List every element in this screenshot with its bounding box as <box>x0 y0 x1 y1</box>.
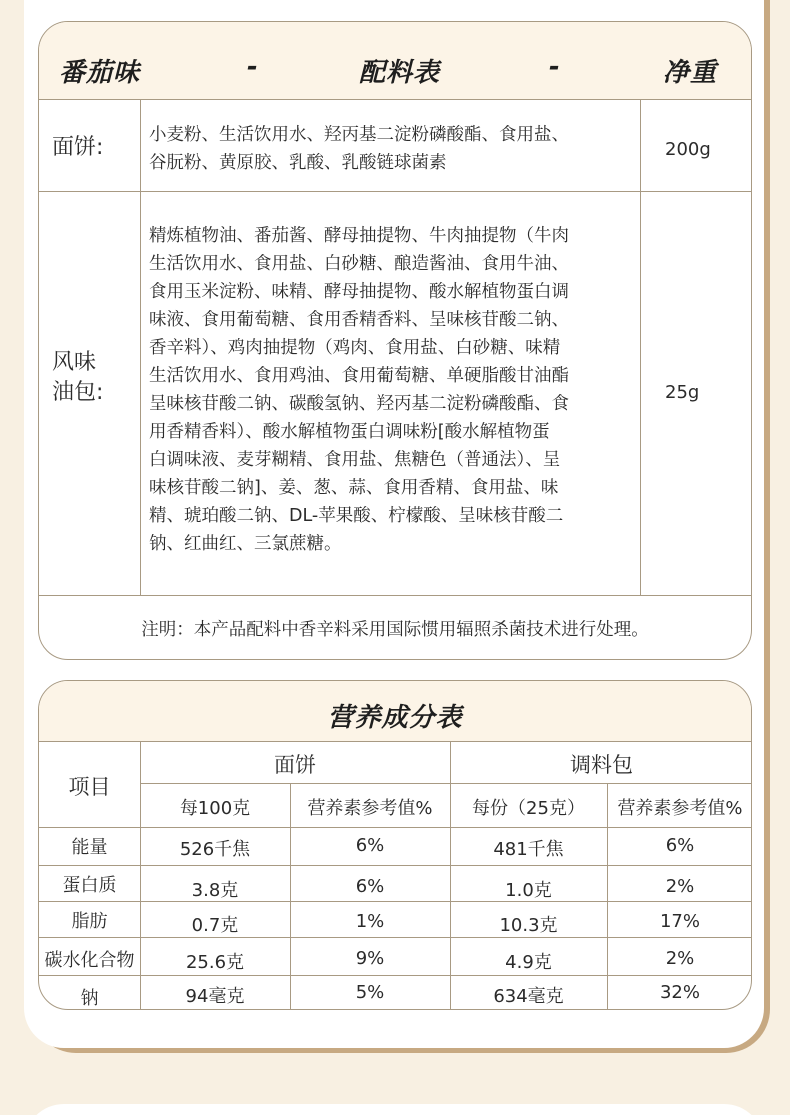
nutrition-title: 营养成分表 <box>327 703 463 733</box>
ingredient-line: 精炼植物油、番茄酱、酵母抽提物、牛肉抽提物（牛肉 <box>149 226 569 246</box>
divider <box>39 827 751 828</box>
nutrient-value: 481千焦 <box>493 839 564 860</box>
nutrient-percent: 6% <box>355 876 385 897</box>
divider <box>39 595 751 596</box>
nutrient-value: 3.8克 <box>191 880 239 901</box>
divider <box>140 783 751 784</box>
nutrient-percent: 17% <box>659 911 700 932</box>
ingredient-line: 味核苷酸二钠]、姜、葱、蒜、食用香精、食用盐、味 <box>149 478 559 498</box>
nutrient-value: 0.7克 <box>191 915 239 936</box>
sauce-ingredients <box>149 222 569 558</box>
ingredient-line: 白调味液、麦芽糊精、食用盐、焦糖色（普通法）、呈 <box>149 450 561 470</box>
nutrient-percent: 5% <box>355 982 385 1003</box>
ingredient-line: 精、琥珀酸二钠、DL-苹果酸、柠檬酸、呈味核苷酸二 <box>149 506 564 526</box>
net-weight-title: 净重 <box>663 58 718 88</box>
ingredient-line: 食用玉米淀粉、味精、酵母抽提物、酸水解植物蛋白调 <box>149 282 569 302</box>
nutrient-value: 25.6克 <box>185 952 245 973</box>
divider <box>39 865 751 866</box>
ingredient-line: 钠、红曲红、三氯蔗糖。 <box>149 534 342 554</box>
sub-header: 营养素参考值% <box>617 798 743 819</box>
ingredient-line: 谷朊粉、黄原胶、乳酸、乳酸链球菌素 <box>149 153 447 173</box>
sauce-label-line: 风味 <box>52 350 97 375</box>
noodle-group-header: 面饼 <box>274 753 316 777</box>
nutrient-percent: 2% <box>665 876 695 897</box>
noodle-label: 面饼: <box>52 135 104 160</box>
nutrient-percent: 32% <box>659 982 700 1003</box>
ingredient-line: 味液、食用葡萄糖、食用香精香料、呈味核苷酸二钠、 <box>149 310 569 330</box>
nutrient-name: 蛋白质 <box>62 875 117 896</box>
header-dash: - <box>549 52 561 82</box>
ingredient-line: 香辛料）、鸡肉抽提物（鸡肉、食用盐、白砂糖、味精 <box>149 338 561 358</box>
divider <box>39 741 751 742</box>
divider <box>39 937 751 938</box>
nutrient-value: 4.9克 <box>505 952 552 973</box>
nutrient-percent: 1% <box>355 911 385 932</box>
nutrient-name: 能量 <box>71 837 108 858</box>
header-dash: - <box>247 52 259 82</box>
noodle-ingredients <box>149 121 569 177</box>
sauce-label <box>52 348 103 408</box>
sub-header: 每份（25克） <box>472 798 585 819</box>
nutrient-value: 94毫克 <box>185 986 245 1007</box>
ingredient-line: 小麦粉、生活饮用水、羟丙基二淀粉磷酸酯、食用盐、 <box>149 125 569 145</box>
col-item-header: 项目 <box>68 775 111 799</box>
nutrient-percent: 2% <box>665 948 695 969</box>
ingredient-line: 生活饮用水、食用鸡油、食用葡萄糖、单硬脂酸甘油酯 <box>149 366 569 386</box>
irradiation-note: 注明：本产品配料中香辛料采用国际惯用辐照杀菌技术进行处理。 <box>141 620 649 640</box>
nutrient-value: 1.0克 <box>505 880 552 901</box>
sauce-weight: 25g <box>665 382 700 403</box>
next-card-edge <box>24 1104 764 1115</box>
ingredients-title: 配料表 <box>359 58 441 88</box>
nutrient-value: 10.3克 <box>499 915 558 936</box>
nutrient-name: 钠 <box>80 988 99 1009</box>
ingredient-line: 用香精香料）、酸水解植物蛋白调味粉[酸水解植物蛋 <box>149 422 550 442</box>
nutrient-percent: 6% <box>355 835 385 856</box>
divider <box>140 99 141 595</box>
ingredient-line: 呈味核苷酸二钠、碳酸氢钠、羟丙基二淀粉磷酸酯、食 <box>149 394 569 414</box>
ingredients-table <box>38 21 752 660</box>
divider <box>39 191 751 192</box>
seasoning-group-header: 调料包 <box>570 753 633 777</box>
sauce-label-line: 油包: <box>52 380 104 405</box>
divider <box>640 99 641 595</box>
divider <box>39 975 751 976</box>
nutrition-table <box>38 680 752 1010</box>
ingredient-line: 生活饮用水、食用盐、白砂糖、酿造酱油、食用牛油、 <box>149 254 569 274</box>
nutrient-name: 碳水化合物 <box>44 950 135 971</box>
sub-header: 每100克 <box>179 798 251 819</box>
nutrient-value: 634毫克 <box>493 986 564 1007</box>
noodle-weight: 200g <box>665 139 711 160</box>
nutrient-value: 526千焦 <box>179 839 251 860</box>
nutrient-name: 脂肪 <box>71 911 108 932</box>
divider <box>39 99 751 100</box>
nutrient-percent: 9% <box>355 948 385 969</box>
flavor-title: 番茄味 <box>59 58 141 88</box>
nutrient-percent: 6% <box>665 835 695 856</box>
sub-header: 营养素参考值% <box>307 798 433 819</box>
